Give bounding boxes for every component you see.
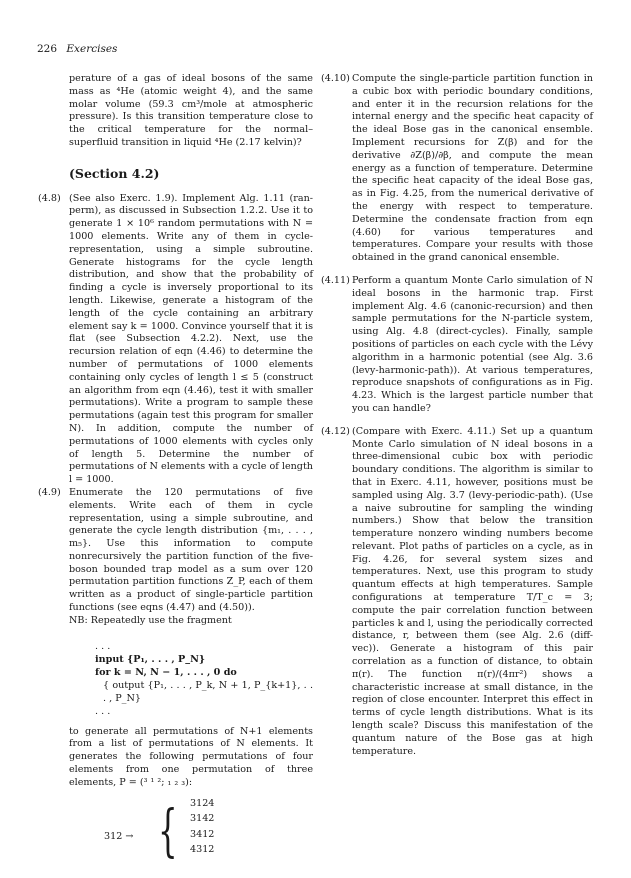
running-header	[37, 43, 117, 55]
exercise-4-8	[38, 193, 313, 487]
exercise-4-12	[321, 426, 593, 759]
permutation-source: 312 →	[104, 830, 134, 842]
running-title: Exercises	[66, 43, 118, 55]
section-heading: (Section 4.2)	[69, 165, 160, 181]
exercise-number: (4.11)	[321, 274, 350, 286]
exercise-number: (4.10)	[321, 73, 350, 84]
page-number: 226	[37, 43, 58, 55]
continued-exercise-text: perature of a gas of ideal bosons of the same mass as ⁴He (atomic weight 4), and the same molar volume (59.3 cm³/mole at atmospheric pressure). Is this transition temperature close to the critical temperature for the normal–superfluid transition in liquid ⁴He (2.17 kelvin)?	[69, 73, 313, 148]
exercise-text-continued: to generate all permutations of N+1 elements from a list of permutations of N elements. It generates the following permutations of four elements from one permutation of three elements, P = (³ ¹ ²; ₁ ₂ ₃):	[69, 725, 313, 788]
left-brace: {	[158, 798, 178, 864]
algo-line: { output {P₁, . . . , P_k, N + 1, P_{k+1}, . . . , P_N}	[103, 679, 313, 704]
exercise-text: Compute the single-particle partition function in a cubic box with periodic boundary conditions, and enter it in the recursion relations for the internal energy and the specific heat capacity of the ideal Bose gas in the canonical ensemble. Implement recursions for Z(β) and for the derivative ∂Z(β)/∂β, and compute the mean energy as a function of temperature. Determine the specific heat capacity of the ideal Bose gas, as in Fig. 4.25, from the numerical derivative of the energy with respect to temperature. Determine the condensate fraction from eqn (4.60) for various temperatures and temperatures. Compare your results with those obtained in the grand canonical ensemble.	[352, 73, 593, 264]
algo-dots: . . .	[95, 705, 111, 717]
permutation-item: 3412	[190, 828, 215, 840]
algorithm-fragment	[95, 640, 313, 718]
exercise-number: (4.12)	[321, 425, 350, 437]
exercise-note: NB: Repeatedly use the fragment	[69, 614, 232, 626]
exercise-4-11	[321, 275, 593, 416]
exercise-text: (Compare with Exerc. 4.11.) Set up a quantum Monte Carlo simulation of N ideal bosons in a three-dimensional cubic box with periodic boundary conditions. The algorithm is similar to that in Exerc. 4.11, however, positions must be sampled using Alg. 3.7 (levy-periodic-path). (Use a naive subroutine for sampling the winding numbers.) Show that below the transition temperature nonzero winding numbers become relevant. Plot paths of particles on a cycle, as in Fig. 4.26, for several system sizes and temperatures. Next, use this program to study quantum effects at high temperatures. Sample configurations at temperature T/T_c = 3; compute the pair correlation function between particles k and l, using the periodically corrected distance, r, between them (see Alg. 2.6 (diff-vec)). Generate a histogram of this pair correlation as a function of distance, to obtain π(r). The function π(r)/(4πr²) shows a characteristic increase at small distance, in the region of close encounter. Interpret this effect in terms of cycle length distributions. What is its length scale? Discuss this manifestation of the quantum nature of the Bose gas at high temperature.	[352, 425, 593, 757]
exercise-4-10	[321, 73, 593, 265]
algo-line: input {P₁, . . . , P_N}	[95, 653, 206, 665]
permutation-list	[190, 796, 214, 858]
exercise-number: (4.9)	[38, 486, 61, 498]
exercise-text: Perform a quantum Monte Carlo simulation of N ideal bosons in the harmonic trap. First implement Alg. 4.6 (canonic-recursion) and then sample permutations for the N-particle system, using Alg. 4.8 (direct-cycles). Finally, sample positions of particles on each cycle with the Lévy algorithm in a harmonic potential (see Alg. 3.6 (levy-harmonic-path)). At various temperatures, reproduce snapshots of configurations as in Fig. 4.23. Which is the largest particle number that you can handle?	[352, 274, 593, 414]
algo-dots: . . .	[95, 640, 111, 652]
left-column	[38, 73, 313, 878]
algo-line: for k = N, N − 1, . . . , 0 do	[95, 666, 237, 678]
permutation-item: 3124	[190, 797, 215, 809]
permutation-item: 4312	[190, 844, 215, 856]
exercise-text: Enumerate the 120 permutations of five elements. Write each of them in cycle representation, using a simple subroutine, and generate the cycle length distribution {m₁, . . . , m₅}. Use this information to compute nonrecursively the partition function of the five-boson bounded trap model as a sum over 120 permutation partition functions Z_P, each of them written as a product of single-particle partition functions (see eqns (4.47) and (4.50)).	[69, 486, 313, 614]
permutation-example	[38, 796, 313, 878]
exercise-4-9	[38, 487, 313, 628]
exercise-number: (4.8)	[38, 192, 61, 204]
permutation-item: 3142	[190, 813, 215, 825]
exercise-text: (See also Exerc. 1.9). Implement Alg. 1.11 (ran-perm), as discussed in Subsection 1.2.2. Use it to generate 1 × 10⁶ random permutations with N = 1000 elements. Write any of them in cycle-representation, using a simple subroutine. Generate histograms for the cycle length distribution, and show that the probability of finding a cycle is inversely proportional to its length. Likewise, generate a histogram of the length of the cycle containing an arbitrary element say k = 1000. Convince yourself that it is flat (see Subsection 4.2.2). Next, use the recursion relation of eqn (4.46) to determine the number of permutations of 1000 elements containing only cycles of length l ≤ 5 (construct an algorithm from eqn (4.46), test it with smaller permutations). Write a program to sample these permutations (again test this program for smaller N). In addition, compute the number of permutations of 1000 elements with cycles only of length 5. Determine the number of permutations of N elements with a cycle of length l = 1000.	[69, 192, 313, 486]
right-column	[321, 73, 593, 758]
